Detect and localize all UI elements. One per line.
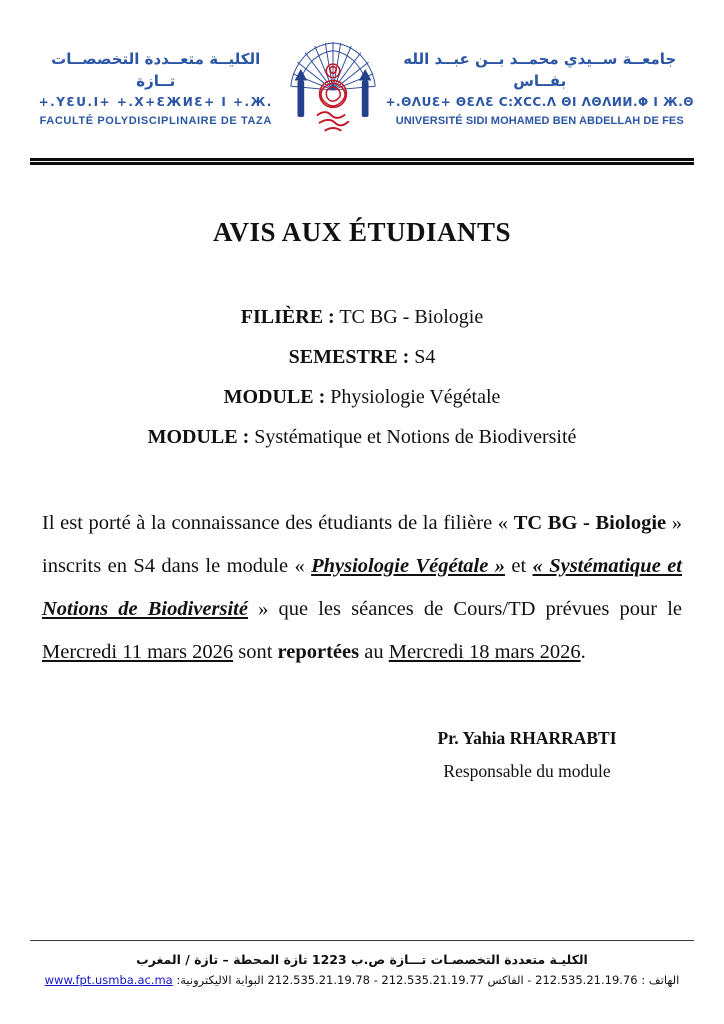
footer-phone-fax: الهاتف : 212.535.21.19.76 - الفاكس 212.535.21.19.77 - 212.535.21.19.78 البوابة الاليكترونية: <box>172 973 680 987</box>
university-logo <box>281 42 385 142</box>
module2-line <box>30 426 694 448</box>
module1-line <box>30 386 694 408</box>
portal-link[interactable]: www.fpt.usmba.ac.ma <box>44 973 173 987</box>
notice-title: AVIS AUX ÉTUDIANTS <box>212 217 512 247</box>
semestre-label: SEMESTRE : <box>288 346 410 368</box>
signature-role: Responsable du module <box>443 761 611 782</box>
module2-value: Systématique et Notions de Biodiversité <box>254 426 577 448</box>
university-name-tifinagh: +.ΘΛUƐ+ ΘƐΛƐ C:ΧCC.Λ ΘΙ ΛΘΛИИ.Φ I Ж.Θ <box>385 95 694 109</box>
module2-label: MODULE : <box>147 426 250 448</box>
notice-body: Il est porté à la connaissance des étudiants de la filière « TC BG - Biologie » inscrits en S4 dans le module « Physiologie Végétale » et « Systématique et Notions de Biodiversité » que les séances de Cours/TD prévues pour le Mercredi 11 mars 2026 sont reportées au Mercredi 18 mars 2026. <box>42 512 682 663</box>
filiere-line <box>30 306 694 328</box>
signature-name: Pr. Yahia RHARRABTI <box>437 728 617 749</box>
module1-label: MODULE : <box>223 386 326 408</box>
university-name-french: UNIVERSITÉ SIDI MOHAMED BEN ABDELLAH DE FES <box>395 115 684 127</box>
university-name-arabic: جامعــة ســيدي محمــد بــن عبــد الله بفــاس <box>403 50 677 90</box>
university-header <box>0 0 724 142</box>
university-header-block <box>385 42 694 130</box>
page-footer <box>30 940 694 990</box>
faculty-name-french: FACULTÉ POLYDISCIPLINAIRE DE TAZA <box>39 115 272 127</box>
module1-value: Physiologie Végétale <box>330 386 501 408</box>
footer-contacts <box>30 970 694 990</box>
signature-block <box>402 727 652 782</box>
course-info <box>30 306 694 448</box>
footer-divider <box>30 940 694 942</box>
usmba-emblem-icon <box>285 42 381 142</box>
filiere-value: TC BG - Biologie <box>339 306 484 328</box>
filiere-label: FILIÈRE : <box>240 306 335 328</box>
header-divider <box>30 158 694 165</box>
faculty-name-arabic: الكليــة متعــددة التخصصــات تــازة <box>51 50 261 90</box>
semestre-line <box>30 346 694 368</box>
semestre-value: S4 <box>414 346 436 368</box>
faculty-header-block <box>30 42 281 130</box>
footer-address-arabic: الكليـة متعددة التخصصـات تـــازة ص.ب 1223 تازة المحطة – تازة / المغرب <box>136 952 588 967</box>
faculty-name-tifinagh: +.YƐU.I+ +.X+ƐЖИƐ+ I +.Ж. <box>38 95 273 109</box>
